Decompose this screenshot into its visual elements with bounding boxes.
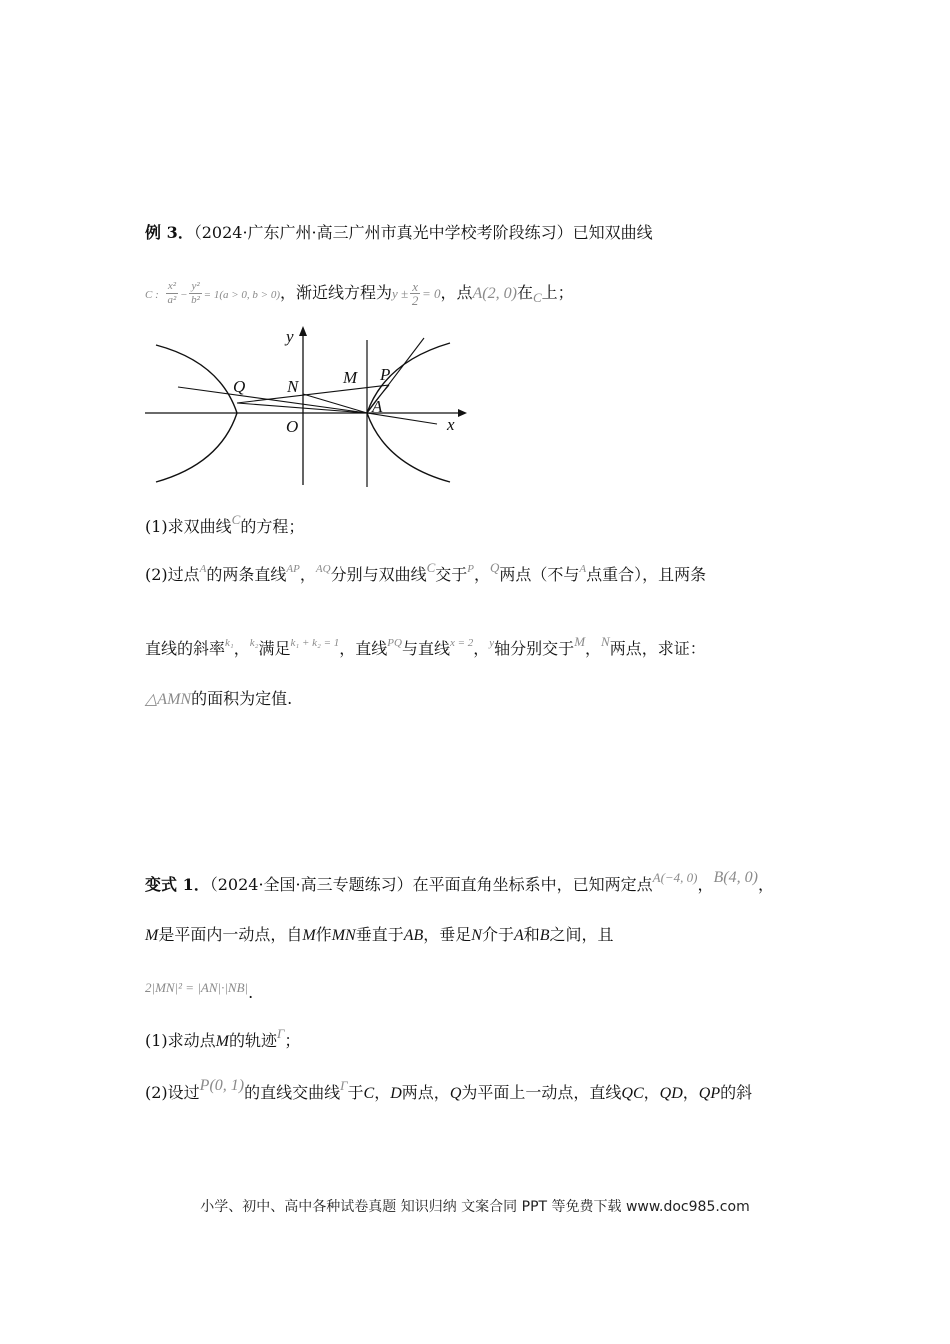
v1q2-Gamma: Γ	[340, 1078, 348, 1093]
curve-C: C	[532, 290, 542, 305]
q2l2-M: M	[574, 634, 586, 649]
v1l2-AB: AB	[403, 927, 424, 944]
v1q2-sep: ，	[374, 1083, 391, 1102]
label-A: A	[372, 397, 383, 416]
variant1-pB: B(4, 0)	[713, 869, 758, 886]
v1l2-B: B	[539, 927, 550, 944]
label-x: x	[447, 415, 455, 434]
q2l2-ksum: k₁ + k₂ = 1	[290, 637, 340, 649]
asym-lhs: y ±	[392, 286, 409, 301]
asym-frac: $\frac{x}{2}$	[411, 279, 419, 308]
v1l2-MN: MN	[331, 927, 356, 944]
v1q2-text-6: 的斜	[720, 1083, 753, 1102]
example3-source: （2024·广东广州·高三广州市真光中学校考阶段练习）已知双曲线	[193, 223, 653, 242]
variant1-pA: A(−4, 0)	[652, 870, 698, 885]
label-M: M	[343, 368, 358, 387]
q2l2-comma-3: ，	[585, 639, 602, 658]
q2-text-6: 点重合），且两条	[586, 565, 707, 584]
variant1-heading: 变式 1．	[145, 875, 210, 894]
q2l2-y: y	[489, 637, 495, 649]
eq-frac-y: $\frac{\text{y²}}{\text{b²}}$	[191, 280, 200, 306]
q2-A: A	[199, 563, 207, 575]
v1l2-text-2: 作	[315, 925, 332, 944]
v1l2-N: N	[471, 927, 482, 944]
v1q2-QD: QD	[659, 1085, 683, 1102]
q2-AP: AP	[286, 563, 300, 575]
v1l2-M-2: M	[302, 927, 316, 944]
v1q2-C: C	[363, 1085, 375, 1102]
example3-equation-line	[145, 280, 574, 307]
v1q1-mid: 的轨迹	[229, 1031, 278, 1050]
variant1-line3	[145, 976, 254, 1002]
point-A: A(2, 0)	[472, 285, 517, 302]
v1l3-period: .	[248, 983, 254, 1002]
eq-frac-x: $\frac{\text{x²}}{\text{a²}}$	[167, 280, 177, 306]
q2-comma-2: ，	[474, 565, 491, 584]
variant1-comma-1: ，	[697, 875, 714, 894]
variant1-line2	[145, 924, 614, 947]
q1-suffix: 的方程；	[240, 517, 305, 536]
v1q2-sep-2: ，	[643, 1083, 660, 1102]
label-Q: Q	[233, 377, 246, 396]
v1q2-text-3: 于	[347, 1083, 364, 1102]
q2l3-text: 的面积为定值.	[191, 689, 293, 708]
v1q2-D: D	[390, 1085, 402, 1102]
variant1-heading-line	[145, 869, 774, 897]
v1q2-sep-3: ，	[682, 1083, 699, 1102]
y-axis-arrow-icon	[299, 326, 307, 336]
triangle-AMN: △AMN	[145, 691, 192, 708]
v1l2-A: A	[513, 927, 524, 944]
v1l2-text-4: ，垂足	[423, 925, 472, 944]
label-O: O	[286, 417, 299, 436]
q2l2-x2: x = 2	[449, 637, 474, 649]
line-PQ	[237, 385, 389, 403]
q2-Q: Q	[490, 560, 500, 575]
asym-rhs: = 0	[421, 286, 441, 301]
example3-q2-line2	[145, 634, 706, 662]
text-on: 在	[516, 283, 533, 302]
eq-tail: = 1(a > 0, b > 0)	[203, 289, 281, 301]
q2-C: C	[426, 560, 436, 575]
q2-text-3: 分别与双曲线	[330, 565, 427, 584]
v1q2-P01: P(0, 1)	[199, 1077, 245, 1094]
v1q2-QC: QC	[621, 1085, 644, 1102]
hyperbola-figure	[140, 322, 470, 492]
q1-prefix: (1)求双曲线	[145, 517, 232, 536]
v1q2-text-2: 的直线交曲线	[244, 1083, 341, 1102]
q2l2-k1: k₁	[225, 637, 234, 649]
example3-q1	[145, 512, 305, 539]
v1l2-text-6: 和	[523, 925, 540, 944]
q2-comma-1: ，	[299, 565, 316, 584]
eq-minus: −	[180, 289, 188, 301]
v1l2-text-7: 之间，且	[549, 925, 614, 944]
q2l2-text-3: ，直线	[339, 639, 388, 658]
eq-prefix: C :	[145, 289, 159, 301]
q2l2-text-6: 两点，求证：	[609, 639, 706, 658]
variant1-q1	[145, 1026, 301, 1053]
q2l2-text-5: 轴分别交于	[494, 639, 575, 658]
q2l2-text-4: 与直线	[401, 639, 450, 658]
v1l2-text-3: 垂直于	[355, 925, 404, 944]
v1q1-semicolon: ；	[284, 1031, 301, 1050]
q2l2-k2: k₂	[249, 637, 259, 649]
example3-heading-line	[145, 222, 653, 244]
q2-text-4: 交于	[435, 565, 468, 584]
q2-text-1: (2)过点	[145, 565, 200, 584]
v1q1-Gamma: Γ	[277, 1026, 285, 1041]
v1q1-M: M	[215, 1033, 229, 1050]
label-N: N	[287, 377, 299, 396]
text-point: ，点	[440, 283, 473, 302]
q2-text-2: 的两条直线	[206, 565, 287, 584]
footer-link[interactable]: 小学、初中、高中各种试卷真题 知识归纳 文案合同 PPT 等免费下载 www.doc985.com	[200, 1199, 750, 1215]
example3-heading: 例 3．	[145, 223, 194, 242]
v1q2-text-4: 两点，	[401, 1083, 450, 1102]
v1q2-text-5: 为平面上一动点，直线	[461, 1083, 622, 1102]
q2-AQ: AQ	[315, 563, 331, 575]
v1q1-prefix: (1)求动点	[145, 1031, 216, 1050]
v1l3-eq: 2|MN|² = |AN|·|NB|	[145, 980, 249, 995]
q2-A-2: A	[579, 563, 587, 575]
x-axis-arrow-icon	[458, 409, 467, 417]
v1q2-text-1: (2)设过	[145, 1083, 200, 1102]
label-y: y	[286, 327, 294, 346]
q2l2-text-2: 满足	[258, 639, 291, 658]
example3-q2-line1	[145, 560, 707, 588]
q2-P: P	[467, 563, 474, 575]
q2l2-N: N	[601, 634, 610, 649]
text-asym: ，渐近线方程为	[280, 283, 393, 302]
variant1-q2	[145, 1077, 753, 1105]
q2l2-PQ: PQ	[387, 637, 402, 649]
v1q2-Q: Q	[449, 1085, 462, 1102]
text-upper: 上；	[541, 283, 574, 302]
q2l2-text-1: 直线的斜率	[145, 639, 226, 658]
example3-q2-line3	[145, 688, 292, 711]
v1l2-text-1: 是平面内一动点，自	[158, 925, 303, 944]
variant1-comma-2: ，	[757, 875, 774, 894]
q2l2-comma-2: ，	[473, 639, 490, 658]
v1l2-text-5: 介于	[481, 925, 514, 944]
variant1-source: （2024·全国·高三专题练习）在平面直角坐标系中，已知两定点	[209, 875, 653, 894]
q2l2-comma: ，	[233, 639, 250, 658]
q2-text-5: 两点（不与	[499, 565, 580, 584]
q1-C: C	[231, 512, 241, 527]
v1q2-QP: QP	[698, 1085, 721, 1102]
label-P: P	[380, 365, 391, 384]
v1l2-M: M	[145, 927, 159, 944]
